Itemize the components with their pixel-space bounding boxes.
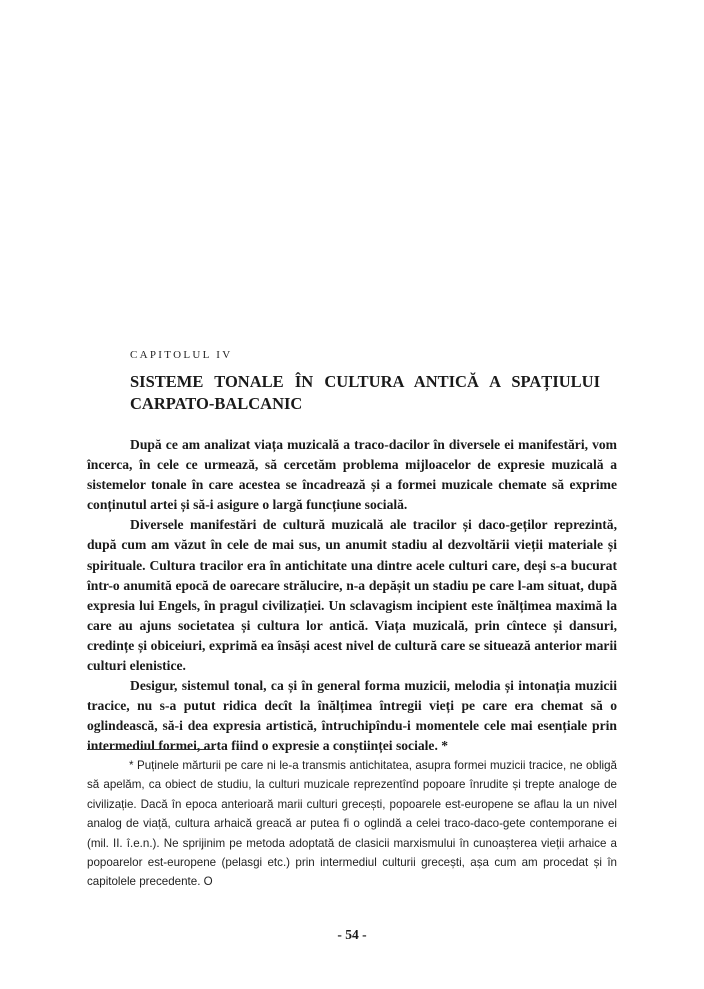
chapter-title-line-2: CARPATO-BALCANIC <box>130 394 303 413</box>
chapter-title <box>130 371 600 415</box>
body-paragraph-3: Desigur, sistemul tonal, ca și în general forma muzicii, melodia și intonația muzicii tracice, nu s-a putut ridica decît la înălțimea întregii vieți pe care era chemat să o oglindească, să-i dea expresia artistică, întruchipîndu-i momentele cele mai esențiale prin intermediul formei, arta fiind o expresie a conștiinței sociale. * <box>87 678 617 754</box>
page-number: - 54 - <box>337 927 367 942</box>
footnote <box>87 756 617 892</box>
footnote-text: * Puținele mărturii pe care ni le-a transmis antichitatea, asupra formei muzicii tracice, ne obligă să apelăm, ca obiect de studiu, la culturi muzicale reprezentînd popoare înrudite și trepte analoge de civilizație. Dacă în epoca anterioară marii culturi grecești, popoarele est-europene se aflau la un nivel analog de viață, cultura arhaică greacă ar putea fi o oglindă a celei traco-daco-gete contemporane ei (mil. II. î.e.n.). Ne sprijinim pe metoda adoptată de clasicii marxismului în cunoașterea vieții arhaice a popoarelor est-europene (pelasgi etc.) prin intermediul culturii grecești, așa cum am procedat și în capitolele precedente. O <box>87 759 617 889</box>
chapter-label: CAPITOLUL IV <box>130 349 233 361</box>
body-paragraph-1: După ce am analizat viața muzicală a traco-dacilor în diversele ei manifestări, vom încerca, în cele ce urmează, să cercetăm problema mijloacelor de expresie muzicală a sistemelor tonale în care acestea se încadrează și a formei muzicale chemate să exprime conținutul artei și să-i asigure o largă funcțiune socială. <box>87 437 617 513</box>
body-paragraph-2: Diversele manifestări de cultură muzicală ale tracilor și daco-geților reprezintă, după cum am văzut în cele de mai sus, un anumit stadiu al dezvoltării vieții materiale și spirituale. Cultura tracilor era în antichitate una dintre acele culturi care, deși s-a bucurat într-o anumită epocă de oarecare strălucire, n-a depășit un stadiu pe care l-am situat, după expresia lui Engels, în pragul civilizației. Un sclavagism incipient este înălțimea maximă la care au ajuns societatea și cultura lor antică. Viața muzicală, prin cîntece și dansuri, credințe și obiceiuri, exprimă ea însăși acest nivel de cultură care se situează anterior marii culturi elenistice. <box>87 517 617 674</box>
chapter-title-line-1: SISTEME TONALE ÎN CULTURA ANTICĂ A SPAȚIULUI <box>130 372 600 391</box>
body-text <box>87 435 617 757</box>
footnote-divider <box>87 749 215 750</box>
